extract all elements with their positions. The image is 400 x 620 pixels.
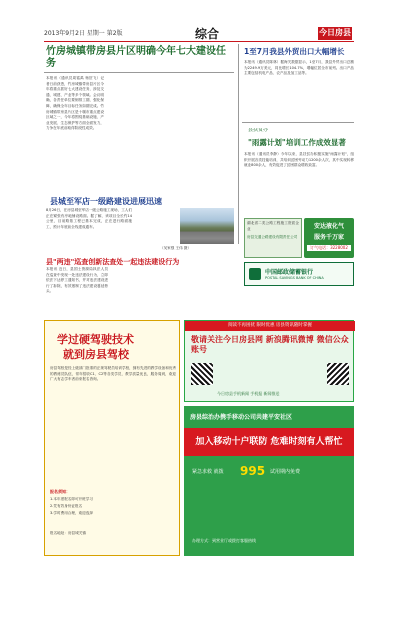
driving-note: 1.本年度报名即可开班学习 [50, 497, 93, 501]
hotline-number: 995 [240, 464, 266, 478]
header-rule [44, 41, 354, 42]
page-date: 2013年9月2日 星期一 第2版 [44, 30, 123, 37]
section-title: 综合 [195, 27, 220, 41]
export-headline: 1至7月我县外贸出口大幅增长 [244, 47, 345, 56]
driving-note: 2.凭有效身份证报名 [50, 504, 83, 508]
website-ad-notice: 阅读不再困扰 限时优惠 房县资讯随时掌握 [185, 321, 355, 331]
qr-code [191, 363, 213, 385]
construction-ad-line1: 湖北省二类公路工程施工资质企业 [247, 221, 299, 231]
gas-ad [304, 218, 354, 258]
mobile-ad-main: 加入移动十户联防 危难时刻有人帮忙 [184, 428, 354, 456]
website-ad-sub: 今日房县手机新闻 手机报 新闻推送 [217, 391, 280, 396]
construction-ad-line2: 房县交通公路建设有限责任公司 [247, 235, 298, 239]
lead-body-col3 [170, 76, 234, 196]
postal-bank-ad [244, 262, 354, 286]
road-construction-photo [180, 208, 234, 244]
driving-notes-title: 报名须知： [50, 489, 70, 494]
enforcement-body-col2 [110, 267, 172, 319]
website-ad [184, 320, 354, 402]
postal-bank-name: 中国邮政储蓄银行 [265, 269, 314, 276]
mobile-ad [184, 406, 354, 556]
qr-code [327, 363, 349, 385]
gas-ad-line2: 服务千万家 [313, 234, 344, 241]
training-kicker: 县扶贫办 [248, 128, 269, 133]
driving-school-ad [44, 320, 180, 556]
enforcement-body: 本报讯 近日，县国土资源局执法人员在巡查中发现一处违法建设行为，立即依法下达停工通知书，并对违法建设进行了拆除，有效遏制了违法建设蔓延势头。 [46, 267, 108, 294]
postal-bank-icon [249, 268, 261, 280]
mobile-footer: 办理方式：到营业厅或拨打客服热线 [192, 538, 256, 543]
driving-body: 房县驾校是经上级部门批准的正规驾驶员培训学校，拥有先进的教学设备和优秀的教练员队伍，常年招收C1、C2等各类学员，教学质量优良，服务周到，欢迎广大有志学车者前来报名咨询。 [50, 366, 176, 382]
hotline-sub: 试用期内免费 [270, 469, 301, 475]
road-caption: （吴家强 王伟 摄） [160, 246, 192, 250]
driving-address: 报名地址：房县城关镇 [50, 531, 86, 535]
training-body: 本报讯（通讯员李静）今年以来，县扶贫办积极实施"雨露计划"，组织开展各类技能培训，共培训贫困劳动力1200余人次，其中实现转移就业800余人，有效促进了贫困群众增收致富。 [244, 152, 354, 168]
website-ad-title: 敬请关注今日房县网 新浪腾讯微博 微信公众账号 [191, 335, 349, 354]
mobile-ad-top: 房县综治办携手移动公司共建平安社区 [190, 414, 293, 421]
lead-body-col2 [108, 76, 166, 196]
gas-ad-phone: 订气电话：3228002 [307, 245, 351, 251]
driving-headline-2: 就到房县驾校 [63, 348, 129, 361]
postal-bank-sub: POSTAL SAVINGS BANK OF CHINA [265, 276, 324, 280]
training-headline: "雨露计划"培训工作成效显著 [248, 138, 346, 147]
lead-headline: 竹房城镇带房县片区明确今年七大建设任务 [46, 46, 226, 69]
enforcement-headline: 县"两违"巡查创新法查处一起违法建设行为 [46, 258, 180, 266]
enforcement-body-col3 [174, 267, 236, 319]
road-body: 8月26日，在房县城至军店一级公路施工现场，工人们正在紧张有序地铺设路面。据了解，该项目全长约14公里，目前路基工程已基本完成，正在进行路面施工，预计年底前全线建成通车。 [46, 208, 132, 229]
gas-ad-line1: 安达液化气 [313, 223, 344, 230]
hotline-label: 紧急求救 就拨 [192, 469, 224, 475]
driving-note: 3.学时费用合理，欢迎选择 [50, 511, 93, 515]
export-body: 本报讯（通讯员陈林）据海关数据显示，1至7月，我县外贸出口总额为2249.9万美元，同比增长104.7%，增幅位居全市前列。出口产品主要包括机电产品、农产品及加工品等。 [244, 60, 354, 76]
construction-ad [244, 218, 302, 258]
lead-body: 本报讯（通讯员周铭禹 杨贺飞）记者日前获悉，竹房城镇带房县片区今年将重点抓好七大建设任务，涉及交通、城建、产业等多个领域。会议明确，各责任单位要倒排工期，强化保障，确保全年目标任务如期完成。竹房城镇带房县片区是十堰市重点建设区域之一，今年将围绕基础设施、产业发展、生态保护等方面全面发力，力争在年底前取得阶段性成效。 [46, 76, 104, 131]
driving-headline-1: 学过硬驾驶技术 [57, 333, 134, 346]
masthead-logo: 今日房县 [318, 27, 352, 40]
road-headline: 县城至军店一级路建设进展迅速 [50, 197, 162, 206]
